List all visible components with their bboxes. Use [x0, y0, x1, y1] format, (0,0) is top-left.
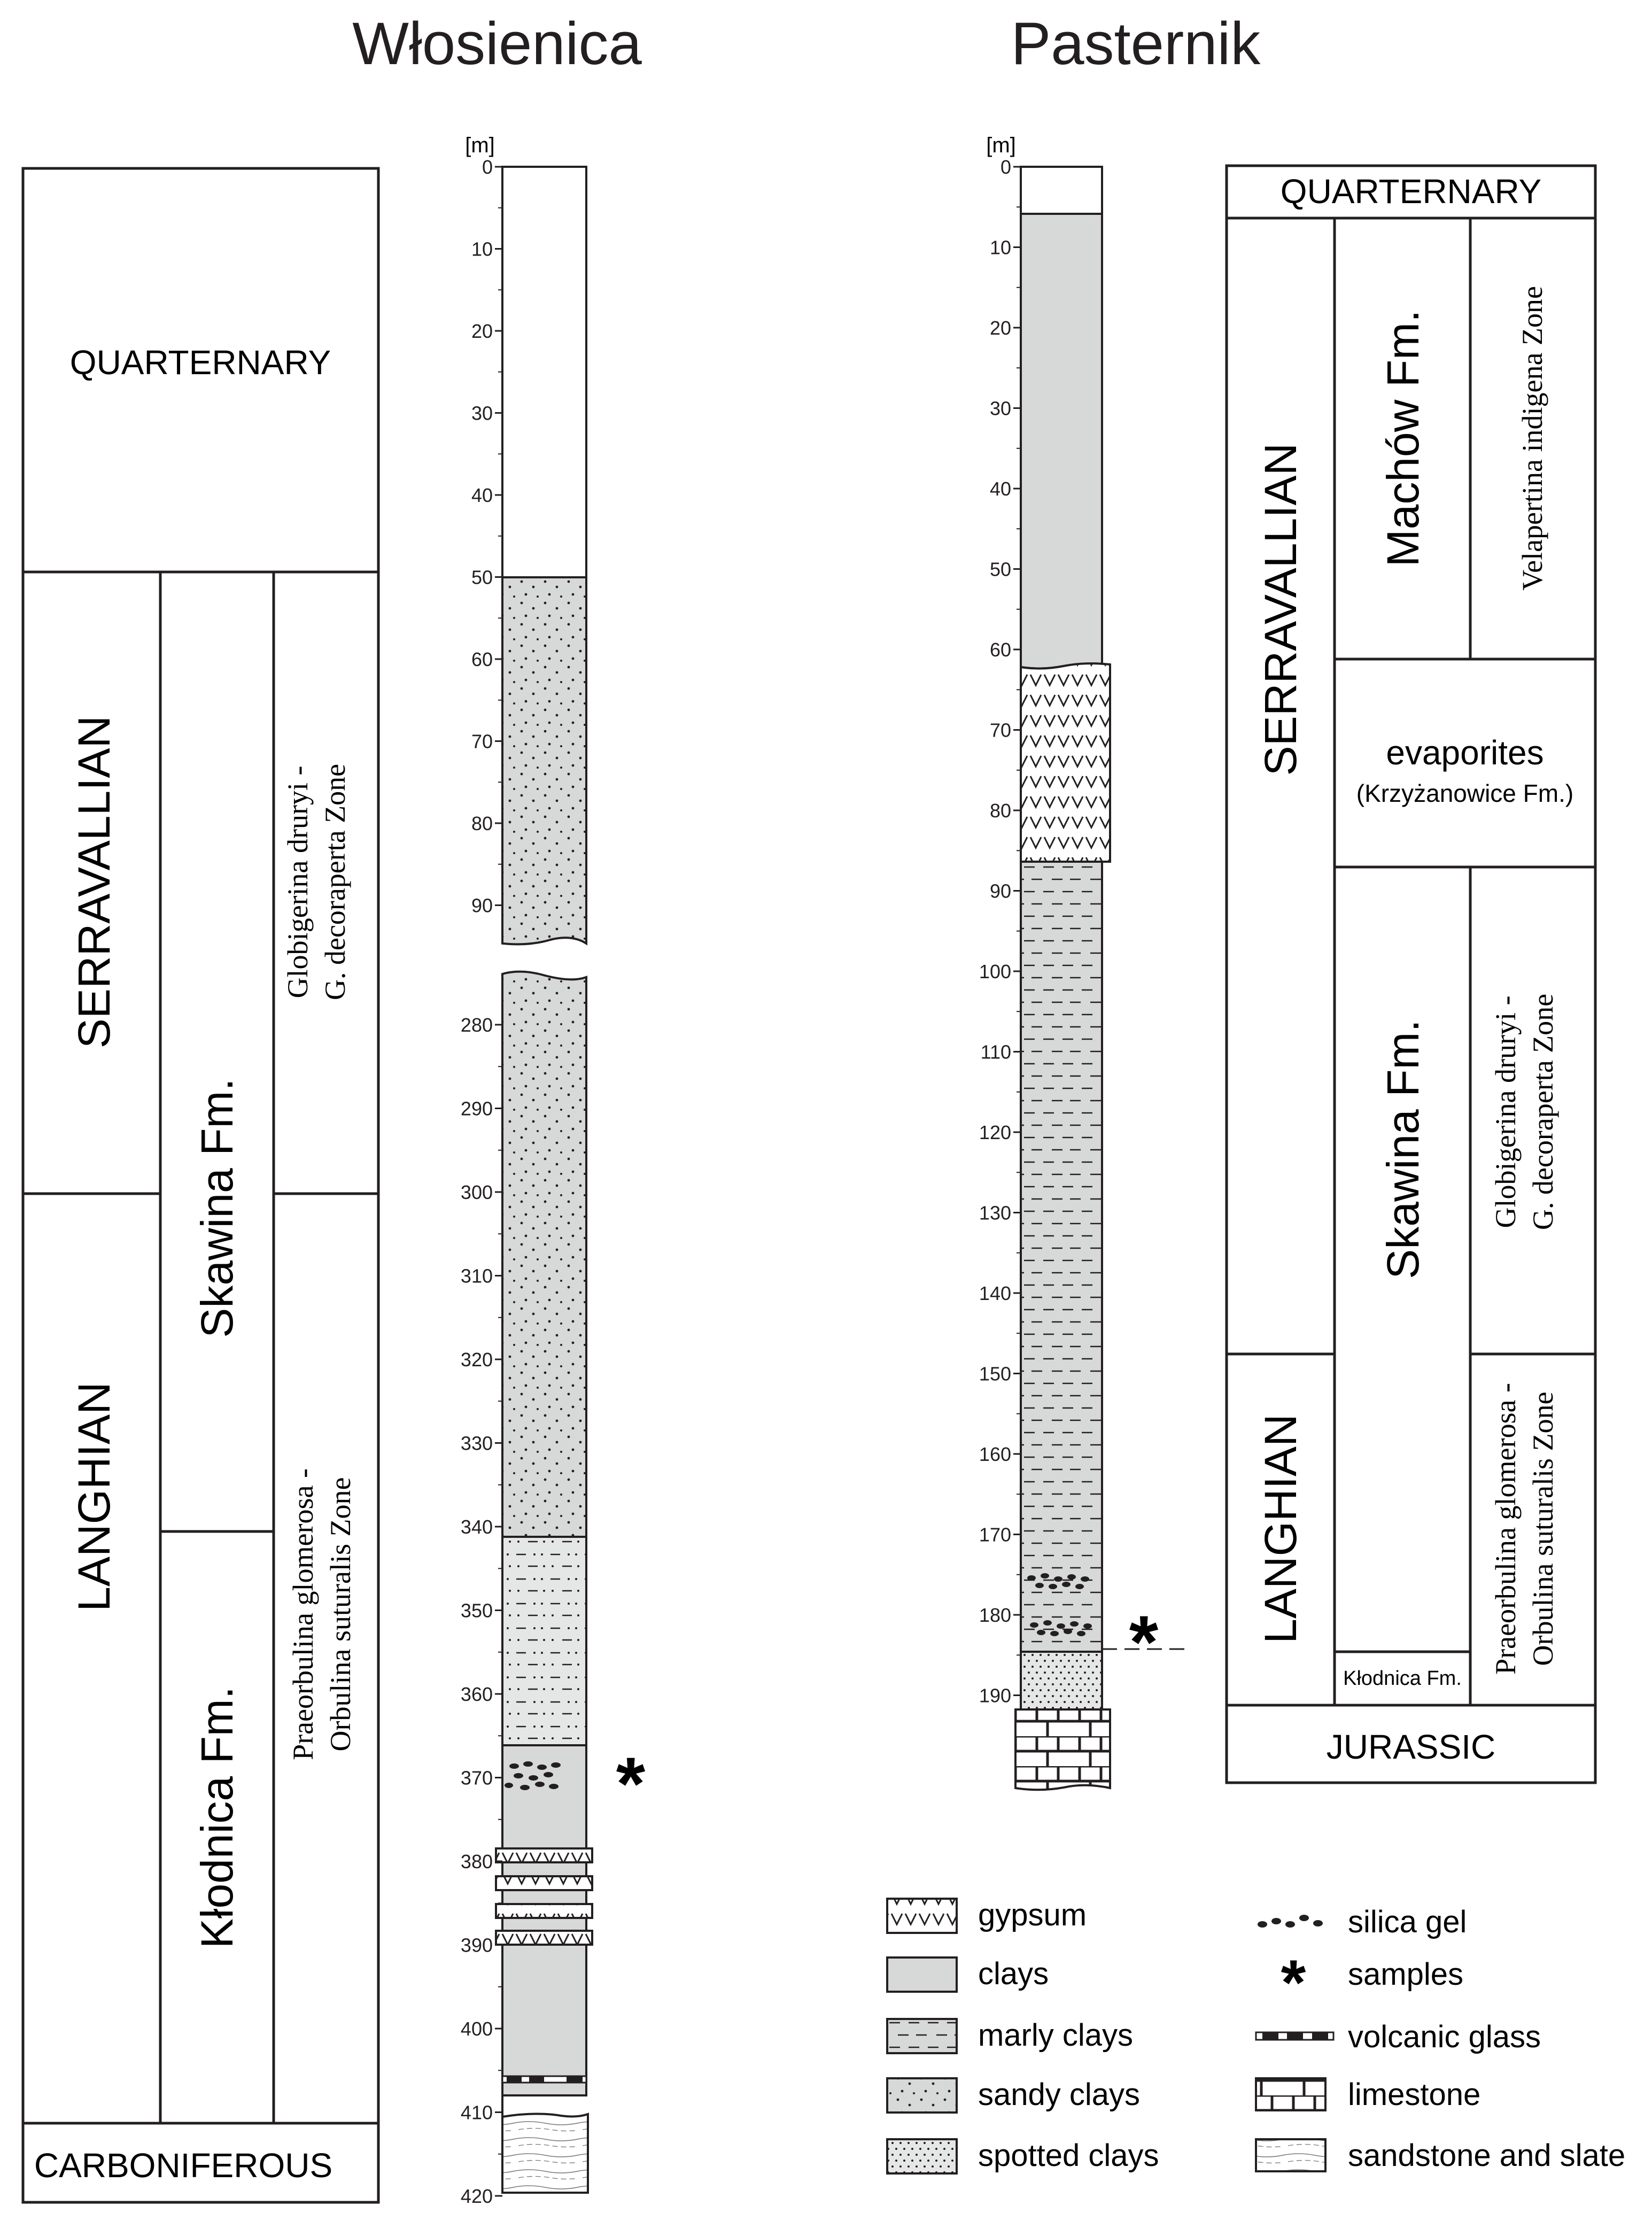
- legend-swatch-clays: [887, 1957, 957, 1992]
- legend-label-clays: clays: [978, 1956, 1049, 1991]
- wl-depth-scale: [461, 156, 502, 2207]
- wl-depth-label: 60: [471, 648, 493, 670]
- wl-depth-label: 80: [471, 813, 493, 834]
- wl-depth-label: 10: [471, 238, 493, 260]
- legend-swatch-samples: *: [1281, 1947, 1306, 2018]
- legend-label-volcanic-glass: volcanic glass: [1348, 2019, 1541, 2054]
- title-pasternik: Pasternik: [1011, 10, 1261, 77]
- legend-label-gypsum: gypsum: [978, 1898, 1087, 1932]
- ps-depth-label: 80: [989, 800, 1011, 822]
- ps-layer-spotted-clays: [1021, 1652, 1102, 1709]
- legend-label-samples: samples: [1348, 1957, 1463, 1992]
- wl-zone-lower-line1: Praeorbulina glomerosa -: [287, 1468, 319, 1760]
- wl-zone-lower-line2: Orbulina suturalis Zone: [324, 1477, 356, 1752]
- ps-depth-label: 170: [979, 1523, 1011, 1546]
- wl-gypsum-bed-2: [496, 1876, 592, 1890]
- wl-gypsum-bed-1: [496, 1848, 592, 1862]
- wl-depth-label: 360: [460, 1683, 493, 1705]
- legend-swatch-sandstone-slate: [1256, 2139, 1325, 2171]
- wl-depth-label: 330: [460, 1432, 493, 1454]
- ps-sample-asterisk: *: [1129, 1600, 1159, 1684]
- wl-layer-sandy-clays-upper: [502, 577, 586, 944]
- legend-label-sandstone-slate: sandstone and slate: [1348, 2138, 1626, 2173]
- ps-depth-label: 110: [980, 1041, 1011, 1063]
- ps-depth-label: 30: [989, 397, 1011, 420]
- pasternik-log: [1015, 167, 1189, 1790]
- wl-sample-asterisk: *: [616, 1742, 646, 1825]
- wl-layer-sandy-clays-lower: [502, 972, 586, 1537]
- wl-zone-upper-line2: G. decoraperta Zone: [319, 763, 351, 1001]
- wl-depth-label: 340: [460, 1516, 493, 1538]
- legend-swatch-limestone: [1256, 2078, 1325, 2110]
- legend-swatch-marly-clays: [887, 2019, 957, 2053]
- ps-depth-label: 190: [979, 1684, 1011, 1707]
- ps-depth-label: 40: [989, 478, 1011, 500]
- ps-depth-scale: [979, 156, 1021, 1707]
- wl-volcanic-glass-band: [502, 2076, 586, 2083]
- legend-label-sandy-clays: sandy clays: [978, 2077, 1141, 2112]
- legend-swatch-gypsum: [887, 1899, 957, 1933]
- wl-unit-label: [m]: [465, 134, 495, 157]
- wl-klodnica-label: Kłodnica Fm.: [192, 1686, 242, 1949]
- wl-depth-label: 310: [460, 1265, 493, 1287]
- wl-depth-label: 420: [460, 2185, 493, 2207]
- wl-depth-label: 380: [460, 1851, 493, 1872]
- ps-klodnica-label: Kłodnica Fm.: [1343, 1667, 1462, 1690]
- wl-depth-label: 40: [471, 484, 493, 506]
- legend-label-marly-clays: marly clays: [978, 2018, 1134, 2053]
- ps-zone-lower-line1: Praeorbulina glomerosa -: [1490, 1383, 1522, 1675]
- ps-machow-label: Machów Fm.: [1378, 309, 1428, 567]
- wl-depth-label: 400: [460, 2018, 493, 2040]
- wl-depth-label: 70: [471, 730, 493, 753]
- ps-unit-label: [m]: [986, 134, 1016, 157]
- ps-depth-label: 50: [989, 558, 1011, 581]
- legend-label-spotted-clays: spotted clays: [978, 2138, 1159, 2173]
- ps-langhian-label: LANGHIAN: [1255, 1414, 1306, 1644]
- ps-depth-label: 140: [979, 1282, 1011, 1304]
- ps-depth-label: 70: [989, 719, 1011, 741]
- ps-evaporites-label: evaporites: [1386, 733, 1544, 772]
- wlosienica-log: [496, 167, 592, 2193]
- ps-skawina-label: Skawina Fm.: [1378, 1019, 1428, 1279]
- wl-zone-upper-line1: Globigerina druryi -: [282, 765, 314, 999]
- wl-layer-spotted-marly-clays: [502, 1537, 586, 1745]
- wl-serravallian-label: SERRAVALLIAN: [69, 715, 119, 1049]
- ps-depth-label: 100: [979, 961, 1011, 982]
- wl-depth-label: 350: [460, 1599, 493, 1622]
- wl-carboniferous-label: CARBONIFEROUS: [34, 2146, 333, 2185]
- ps-zone-upper-line2: G. decoraperta Zone: [1527, 993, 1559, 1231]
- wl-layer-clays-lower: [502, 1745, 586, 2095]
- ps-depth-label: 10: [989, 236, 1011, 259]
- ps-layer-marly-clays: [1021, 862, 1102, 1652]
- wl-depth-label: 50: [471, 566, 493, 589]
- ps-depth-label: 160: [979, 1443, 1011, 1465]
- legend-label-silica-gel: silica gel: [1348, 1905, 1467, 1939]
- wl-layer-quaternary-blank: [502, 167, 586, 577]
- ps-serravallian-label: SERRAVALLIAN: [1255, 443, 1306, 776]
- ps-depth-label: 180: [979, 1604, 1011, 1626]
- wl-depth-label: 370: [460, 1767, 493, 1789]
- ps-quaternary-label: QUARTERNARY: [1280, 172, 1542, 211]
- wl-quaternary-label: QUARTERNARY: [69, 343, 331, 382]
- legend-swatch-spotted-clays: [887, 2139, 957, 2173]
- wl-gypsum-bed-4: [496, 1931, 592, 1945]
- ps-zone-lower-line2: Orbulina suturalis Zone: [1527, 1391, 1559, 1666]
- ps-depth-label: 120: [979, 1121, 1011, 1143]
- wl-depth-label: 410: [460, 2101, 493, 2124]
- wl-langhian-label: LANGHIAN: [69, 1382, 119, 1612]
- ps-depth-label: 130: [979, 1202, 1011, 1224]
- wl-depth-label: 320: [460, 1349, 493, 1371]
- ps-velapertina-label: Velapertina indigena Zone: [1516, 286, 1548, 591]
- ps-depth-label: 0: [1000, 156, 1011, 178]
- ps-layer-clays-upper: [1021, 214, 1102, 669]
- wl-layer-sandstone-slate: [502, 2114, 588, 2193]
- legend-swatch-silica-gel: [1258, 1915, 1323, 1928]
- wl-gypsum-bed-3: [496, 1904, 592, 1918]
- ps-depth-label: 20: [989, 317, 1011, 339]
- ps-layer-limestone: [1015, 1709, 1110, 1790]
- ps-layer-gypsum-evaporites: [1021, 663, 1110, 862]
- wl-skawina-label: Skawina Fm.: [192, 1078, 242, 1338]
- title-wlosienica: Włosienica: [352, 10, 642, 77]
- wl-depth-label: 390: [460, 1934, 493, 1956]
- wl-depth-label: 0: [482, 156, 493, 178]
- wl-depth-label: 30: [471, 402, 493, 424]
- legend-label-limestone: limestone: [1348, 2077, 1481, 2112]
- wl-depth-label: 20: [471, 320, 493, 342]
- ps-krzyzanowice-label: (Krzyżanowice Fm.): [1356, 779, 1574, 807]
- wl-depth-label: 280: [460, 1014, 493, 1036]
- ps-zone-upper-line1: Globigerina druryi -: [1490, 995, 1522, 1228]
- legend-swatch-volcanic-glass: [1256, 2032, 1333, 2040]
- wl-depth-label: 290: [460, 1097, 493, 1120]
- ps-jurassic-label: JURASSIC: [1326, 1728, 1496, 1766]
- legend-swatch-sandy-clays: [887, 2078, 957, 2113]
- ps-layer-quaternary-blank: [1021, 167, 1102, 214]
- ps-depth-label: 150: [979, 1363, 1011, 1385]
- wl-depth-label: 90: [471, 894, 493, 917]
- ps-depth-label: 90: [989, 880, 1011, 902]
- ps-depth-label: 60: [989, 639, 1011, 661]
- wl-depth-label: 300: [460, 1181, 493, 1203]
- legend: [887, 1898, 1625, 2173]
